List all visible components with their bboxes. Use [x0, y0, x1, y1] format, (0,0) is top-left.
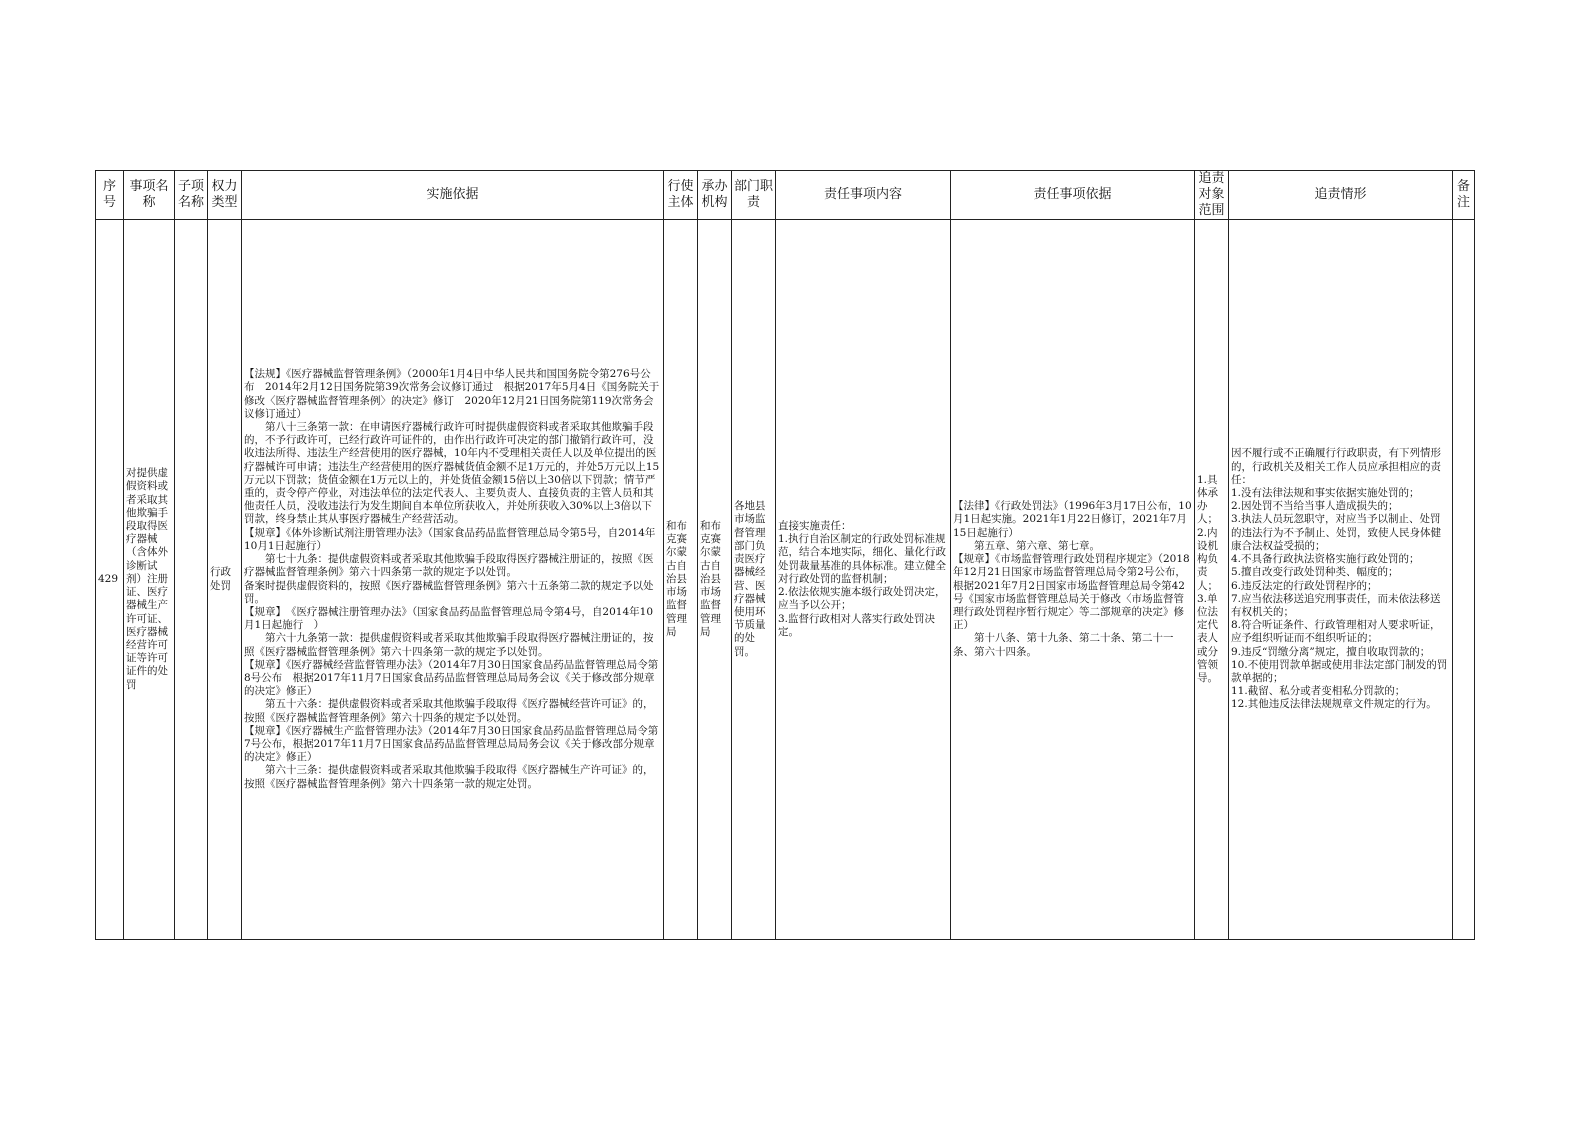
- circumstance-line: 10.不使用罚款单据或使用非法定部门制发的罚款单据的；: [1231, 658, 1448, 684]
- basis-para: 【规章】 《医疗器械注册管理办法》（国家食品药品监督管理总局令第4号，自2014年10月1日起施行 ）: [244, 605, 654, 632]
- resp-basis-line: 【法律】《行政处罚法》（1996年3月17日公布，10月1日起实施。2021年1月22日修订，2021年7月15日起施行）: [953, 500, 1192, 539]
- basis-para: 【规章】《医疗器械生产监督管理办法》（2014年7月30日国家食品药品监督管理总局令第7号公布，根据2017年11月7日国家食品药品监督管理总局局务会议《关于修改部分规章的决定》修正）: [244, 724, 659, 764]
- resp-content-line: 2.依法依规实施本级行政处罚决定，应当予以公开；: [778, 586, 946, 612]
- cell-scope: 1.具体承办人；2.内设机构负责人；3.单位法定代表人或分管领导。: [1195, 220, 1229, 940]
- circumstance-line: 9.违反“罚缴分离”规定，擅自收取罚款的；: [1231, 645, 1431, 658]
- header-row: [96, 171, 1475, 220]
- cell-seq: 429: [96, 220, 124, 940]
- circumstance-line: 3.执法人员玩忽职守，对应当予以制止、处罚的违法行为不予制止、处罚，致使人民身体健康合法权益受损的；: [1231, 513, 1441, 552]
- header-remark: 备注: [1453, 171, 1475, 220]
- resp-basis-line: 第十八条、第十九条、第二十条、第二十一条、第六十四条。: [953, 632, 1174, 658]
- cell-circumstances: [1229, 220, 1453, 940]
- header-scope: 追责对象范围: [1195, 171, 1229, 220]
- cell-basis: [242, 220, 664, 940]
- header-item-name: 事项名称: [124, 171, 175, 220]
- basis-para: 第六十三条：提供虚假资料或者采取其他欺骗手段取得《医疗器械生产许可证》的，按照《医疗器械监督管理条例》第六十四条第一款的规定处罚。: [244, 764, 654, 790]
- basis-para: 第六十九条第一款：提供虚假资料或者采取其他欺骗手段取得医疗器械注册证的，按照《医疗器械监督管理条例》第六十四条第一款的规定予以处罚。: [244, 632, 654, 658]
- circumstance-line: 因不履行或不正确履行行政职责，有下列情形的，行政机关及相关工作人员应承担相应的责任：: [1231, 447, 1441, 486]
- resp-basis-line: 【规章】《市场监督管理行政处罚程序规定》（2018年12月21日国家市场监督管理总局令第2号公布，根据2021年7月2日国家市场监督管理总局令第42号《国家市场监督管理总局关于修改〈市场监督管理行政处罚程序暂行规定〉等二部规章的决定》修正）: [953, 553, 1190, 632]
- cell-subject: 和布克赛尔蒙古自治县市场监督管理局: [664, 220, 698, 940]
- circumstance-line: 1.没有法律法规和事实依据实施处罚的；: [1231, 487, 1420, 500]
- header-seq: 序号: [96, 171, 124, 220]
- circumstance-line: 11.截留、私分或者变相私分罚款的；: [1231, 685, 1406, 698]
- basis-para: 第五十六条：提供虚假资料或者采取其他欺骗手段取得《医疗器械经营许可证》的，按照《医疗器械监督管理条例》第六十四条的规定予以处罚。: [244, 698, 654, 724]
- header-circumstances: 追责情形: [1229, 171, 1453, 220]
- circumstance-line: 12.其他违反法律法规规章文件规定的行为。: [1231, 698, 1437, 711]
- basis-para: 【规章】《体外诊断试剂注册管理办法》（国家食品药品监督管理总局令第5号，自2014年10月1日起施行）: [244, 526, 656, 552]
- resp-content-line: 3.监督行政相对人落实行政处罚决定。: [778, 612, 936, 638]
- cell-resp-content: [776, 220, 951, 940]
- circumstance-line: 5.擅自改变行政处罚种类、幅度的；: [1231, 566, 1399, 579]
- basis-para: 备案时提供虚假资料的，按照《医疗器械监督管理条例》第六十五条第二款的规定予以处罚。: [244, 579, 654, 605]
- circumstance-line: 6.违反法定的行政处罚程序的；: [1231, 579, 1378, 592]
- basis-para: 第七十九条：提供虚假资料或者采取其他欺骗手段取得医疗器械注册证的，按照《医疗器械监督管理条例》第六十四条第一款的规定予以处罚。: [244, 553, 654, 579]
- cell-remark: [1453, 220, 1475, 940]
- resp-content-line: 1.执行自治区制定的行政处罚标准规范，结合本地实际，细化、量化行政处罚裁量基准的具体标准。建立健全对行政处罚的监督机制；: [778, 533, 946, 585]
- circumstance-line: 8.符合听证条件、行政管理相对人要求听证，应予组织听证而不组织听证的；: [1231, 619, 1441, 645]
- header-sub-item: 子项名称: [175, 171, 208, 220]
- header-basis: 实施依据: [242, 171, 664, 220]
- basis-para: 第八十三条第一款：在申请医疗器械行政许可时提供虚假资料或者采取其他欺骗手段的，不予行政许可，已经行政许可证件的，由作出行政许可决定的部门撤销行政许可，没收违法所得、违法生产经营使用的医疗器械，10年内不受理相关责任人以及单位提出的医疗器械许可申请；违法生产经营使用的医疗器械货值金额不足1万元的，并处5万元以上15万元以下罚款；货值金额在1万元以上的，并处货值金额15倍以上30倍以下罚款；情节严重的，责令停产停业，对违法单位的法定代表人、主要负责人、直接负责的主管人员和其他责任人员，没收违法行为发生期间自本单位所获收入，并处所获收入30%以上3倍以下罚款，终身禁止其从事医疗器械生产经营活动。: [244, 421, 660, 526]
- cell-item-name: 对提供虚假资料或者采取其他欺骗手段取得医疗器械（含体外诊断试剂）注册证、医疗器械生产许可证、医疗器械经营许可证等许可证件的处罚: [124, 220, 175, 940]
- header-subject: 行使主体: [664, 171, 698, 220]
- basis-para: 【规章】《医疗器械经营监督管理办法》（2014年7月30日国家食品药品监督管理总局令第8号公布 根据2017年11月7日国家食品药品监督管理总局局务会议《关于修改部分规章的决定》修正）: [244, 658, 659, 698]
- header-power-type: 权力类型: [208, 171, 242, 220]
- circumstance-line: 2.因处罚不当给当事人造成损失的；: [1231, 500, 1399, 513]
- basis-para: 【法规】《医疗器械监督管理条例》（2000年1月4日中华人民共和国国务院令第276号公布 2014年2月12日国务院第39次常务会议修订通过 根据2017年5月4日《国务院关于修改〈医疗器械监督管理条例〉的决定》修订 2020年12月21日国务院第119次常务会议修订通过）: [244, 368, 660, 420]
- header-resp-content: 责任事项内容: [776, 171, 951, 220]
- circumstance-line: 7.应当依法移送追究刑事责任，而未依法移送有权机关的；: [1231, 592, 1441, 618]
- cell-resp-basis: [951, 220, 1195, 940]
- cell-org: 和布克赛尔蒙古自治县市场监督管理局: [698, 220, 732, 940]
- cell-sub-item: [175, 220, 208, 940]
- table-row: [96, 220, 1475, 940]
- cell-power-type: 行政处罚: [208, 220, 242, 940]
- header-resp-basis: 责任事项依据: [951, 171, 1195, 220]
- circumstance-line: 4.不具备行政执法资格实施行政处罚的；: [1231, 553, 1420, 566]
- cell-dept-duty: 各地县市场监督管理部门负责医疗器械经营、医疗器械使用环节质量的处罚。: [732, 220, 776, 940]
- resp-basis-line: 第五章、第六章、第七章。: [974, 539, 1100, 552]
- resp-content-line: 直接实施责任：: [778, 520, 852, 533]
- responsibility-table: [95, 170, 1475, 940]
- header-org: 承办机构: [698, 171, 732, 220]
- header-dept-duty: 部门职责: [732, 171, 776, 220]
